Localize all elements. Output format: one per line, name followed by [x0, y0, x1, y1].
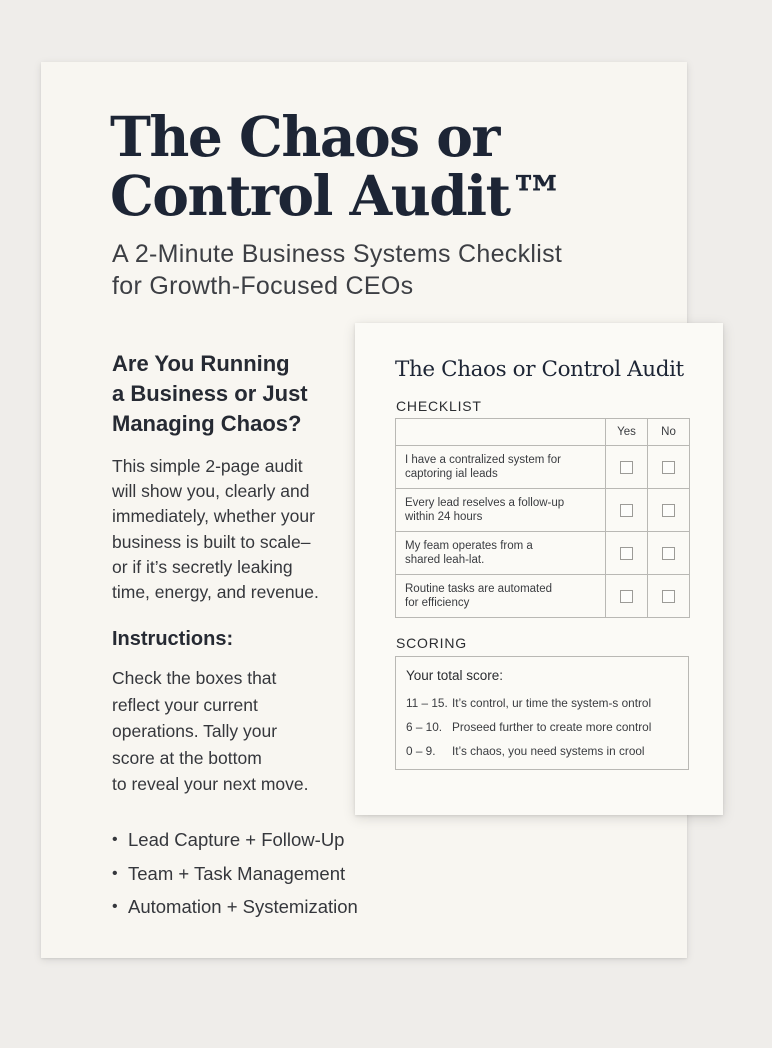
score-range: 6 – 10.: [406, 720, 443, 734]
focus-areas-list: [112, 823, 358, 924]
subtitle-line: A 2-Minute Business Systems Checklist: [112, 240, 563, 268]
checklist-item-line: shared leah-lat.: [405, 554, 485, 566]
instructions-line: to reveal your next move.: [112, 774, 309, 795]
yes-checkbox[interactable]: [620, 461, 633, 474]
intro-line: time, energy, and revenue.: [112, 582, 319, 603]
score-row: [406, 743, 645, 759]
checklist-item-line: Every lead reselves a follow-up: [405, 496, 565, 509]
instructions-line: operations. Tally your: [112, 721, 278, 742]
yes-cell: [606, 446, 648, 489]
intro-line: immediately, whether your: [112, 506, 315, 527]
card-title: The Chaos or Control Audit: [395, 357, 684, 382]
instructions-heading: Instructions:: [112, 628, 234, 650]
scoring-box: [395, 656, 689, 770]
checklist-item-line: for efficiency: [405, 597, 470, 609]
yes-cell: [606, 575, 648, 618]
no-checkbox[interactable]: [662, 590, 675, 603]
table-row: [396, 489, 690, 532]
table-row: [396, 575, 690, 618]
intro-paragraph: [112, 454, 342, 605]
score-range: 11 – 15.: [406, 696, 448, 710]
no-checkbox[interactable]: [662, 504, 675, 517]
score-row: [406, 695, 651, 711]
question-line: Managing Chaos?: [112, 411, 302, 436]
yes-checkbox[interactable]: [620, 590, 633, 603]
no-column-header: No: [648, 419, 690, 446]
checklist-item-line: within 24 hours: [405, 511, 483, 523]
question-line: Are You Running: [112, 351, 290, 376]
intro-line: business is built to scale–: [112, 531, 311, 552]
yes-checkbox[interactable]: [620, 504, 633, 517]
item-column-header: [396, 419, 606, 446]
score-range: 0 – 9.: [406, 744, 436, 758]
checklist-item-line: captoring ial leads: [405, 468, 498, 480]
focus-area-item: • Team + Task Management: [112, 857, 358, 891]
score-description: Proseed further to create more control: [452, 720, 652, 734]
checklist-label: CHECKLIST: [396, 398, 482, 414]
no-cell: [648, 532, 690, 575]
focus-area-item: • Lead Capture + Follow-Up: [112, 823, 358, 857]
yes-cell: [606, 532, 648, 575]
document-title: The Chaos or Control Audit™: [110, 104, 563, 228]
checklist-table: [395, 418, 690, 618]
no-checkbox[interactable]: [662, 461, 675, 474]
subtitle-line: for Growth-Focused CEOs: [112, 272, 414, 300]
intro-line: This simple 2-page audit: [112, 456, 303, 476]
intro-line: or if it’s secretly leaking: [112, 556, 293, 577]
instructions-line: score at the bottom: [112, 747, 262, 768]
instructions-line: Check the boxes that: [112, 668, 277, 688]
checklist-item: [396, 575, 606, 618]
question-heading: [112, 349, 352, 439]
question-line: a Business or Just: [112, 381, 308, 406]
checklist-header-row: [396, 419, 690, 446]
score-description: It’s control, ur time the system-s ontrol: [452, 696, 652, 710]
checklist-item-line: Routine tasks are automated: [405, 582, 553, 595]
no-cell: [648, 575, 690, 618]
yes-column-header: Yes: [606, 419, 648, 446]
no-checkbox[interactable]: [662, 547, 675, 560]
no-cell: [648, 489, 690, 532]
table-row: [396, 446, 690, 489]
instructions-line: reflect your current: [112, 694, 258, 715]
yes-cell: [606, 489, 648, 532]
checklist-item-line: I have a contralized system for: [405, 453, 561, 466]
table-row: [396, 532, 690, 575]
focus-area-item: • Automation + Systemization: [112, 890, 358, 924]
document-subtitle: [112, 238, 652, 302]
score-description: It’s chaos, you need systems in crool: [452, 744, 645, 758]
checklist-item: [396, 489, 606, 532]
scoring-label: SCORING: [396, 635, 467, 651]
audit-checklist-card: [355, 323, 723, 815]
instructions-paragraph: [112, 665, 342, 798]
score-row: [406, 719, 651, 735]
checklist-item-line: My feam operates from a: [405, 539, 533, 552]
no-cell: [648, 446, 690, 489]
checklist-item: [396, 446, 606, 489]
yes-checkbox[interactable]: [620, 547, 633, 560]
score-heading: Your total score:: [406, 668, 504, 683]
intro-line: will show you, clearly and: [112, 481, 310, 502]
checklist-item: [396, 532, 606, 575]
